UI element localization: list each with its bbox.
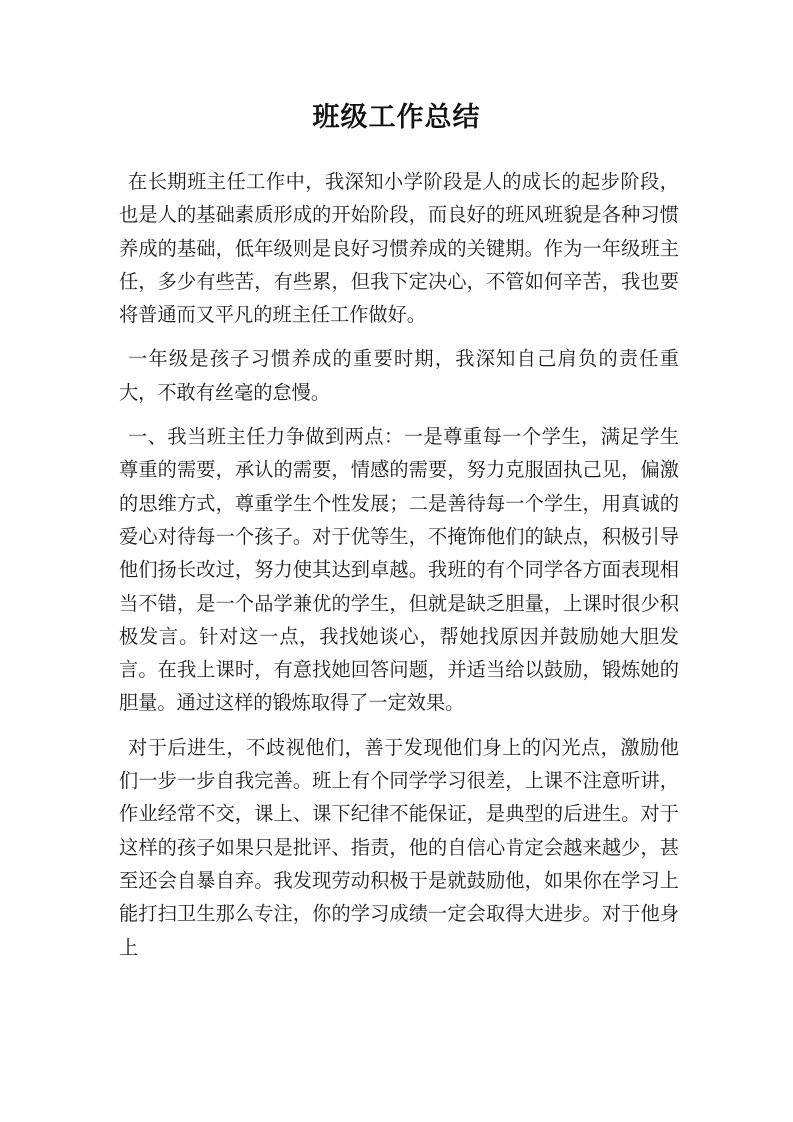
paragraph-responsibility: 一年级是孩子习惯养成的重要时期，我深知自己肩负的责任重大，不敢有丝毫的怠慢。 xyxy=(119,347,679,404)
paragraph-point-one: 一、我当班主任力争做到两点：一是尊重每一个学生，满足学生尊重的需要，承认的需要，情感的需要，努力克服固执己见，偏激的思维方式，尊重学生个性发展；二是善待每一个学生，用真诚的爱心对待每一个孩子。对于优等生，不掩饰他们的缺点，积极引导他们扬长改过，努力使其达到卓越。我班的有个同学各方面表现相当不错，是一个品学兼优的学生，但就是缺乏胆量，上课时很少积极发言。针对这一点，我找她谈心，帮她找原因并鼓励她大胆发言。在我上课时，有意找她回答问题，并适当给以鼓励，锻炼她的胆量。通过这样的锻炼取得了一定效果。 xyxy=(119,425,679,715)
paragraph-intro: 在长期班主任工作中，我深知小学阶段是人的成长的起步阶段，也是人的基础素质形成的开始阶段，而良好的班风班貌是各种习惯养成的基础，低年级则是良好习惯养成的关键期。作为一年级班主任，多少有些苦，有些累，但我下定决心，不管如何辛苦，我也要将普通而又平凡的班主任工作做好。 xyxy=(119,170,679,327)
document-title: 班级工作总结 xyxy=(312,102,481,133)
paragraph-struggling-students: 对于后进生，不歧视他们，善于发现他们身上的闪光点，激励他们一步一步自我完善。班上有个同学学习很差，上课不注意听讲，作业经常不交，课上、课下纪律不能保证，是典型的后进生。对于这样的孩子如果只是批评、指责，他的自信心肯定会越来越少，甚至还会自暴自弃。我发现劳动积极于是就鼓励他，如果你在学习上能打扫卫生那么专注，你的学习成绩一定会取得大进步。对于他身上 xyxy=(119,735,679,959)
document-body xyxy=(119,165,679,975)
